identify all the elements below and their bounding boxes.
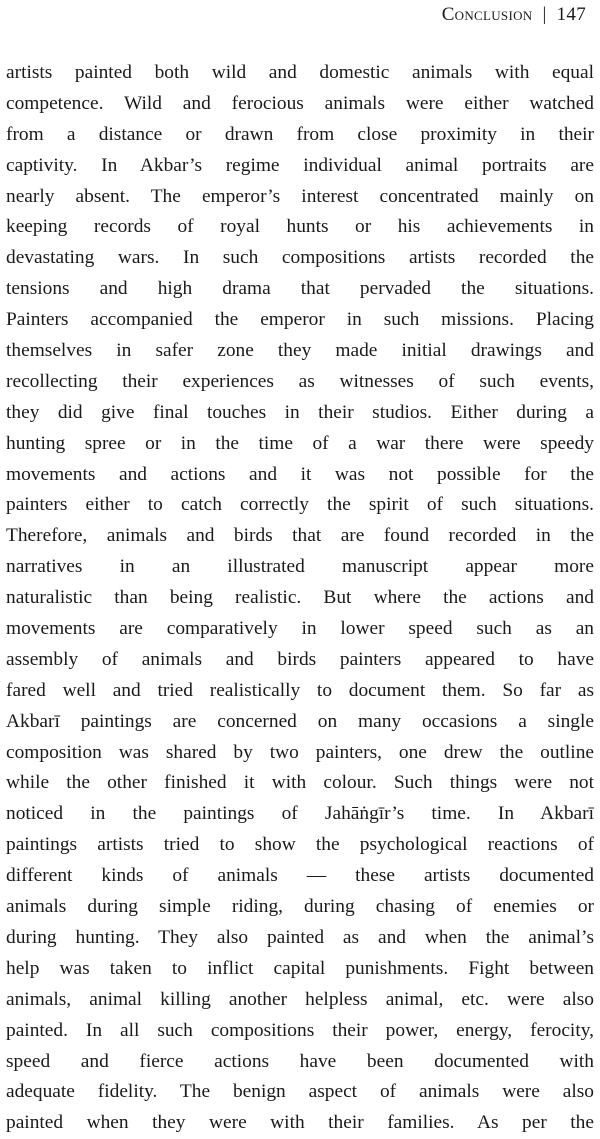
text-line: while the other finished it with colour. Such things were not xyxy=(6,772,594,794)
text-line: animals, animal killing another helpless animal, etc. were also xyxy=(6,988,594,1010)
text-line: devastating wars. In such compositions artists recorded the xyxy=(6,247,594,269)
text-line: different kinds of animals — these artists documented xyxy=(6,865,594,887)
text-line: noticed in the paintings of Jahāṅgīr’s time. In Akbarī xyxy=(6,803,594,825)
text-line: painted. In all such compositions their power, energy, ferocity, xyxy=(6,1019,594,1041)
text-line: nearly absent. The emperor’s interest concentrated mainly on xyxy=(6,185,594,207)
chapter-title: Conclusion xyxy=(441,4,533,25)
text-line: captivity. In Akbar’s regime individual animal portraits are xyxy=(6,154,594,176)
text-line: hunting spree or in the time of a war there were speedy xyxy=(6,432,594,454)
text-line: help was taken to inflict capital punishments. Fight between xyxy=(6,957,594,979)
text-line: artists painted both wild and domestic animals with equal xyxy=(6,62,594,83)
text-line: competence. Wild and ferocious animals were either watched xyxy=(6,92,594,114)
text-line: they did give final touches in their studios. Either during a xyxy=(6,401,594,423)
body-paragraph xyxy=(6,58,594,1139)
text-line: animals during simple riding, during chasing of enemies or xyxy=(6,896,594,918)
text-line: paintings artists tried to show the psychological reactions of xyxy=(6,834,594,856)
text-line: Painters accompanied the emperor in such missions. Placing xyxy=(6,309,594,331)
text-line: painted when they were with their families. As per the xyxy=(6,1112,594,1134)
text-line: speed and fierce actions have been documented with xyxy=(6,1050,594,1072)
text-line: recollecting their experiences as witnesses of such events, xyxy=(6,370,594,392)
text-line: from a distance or drawn from close proximity in their xyxy=(6,123,594,145)
text-line: Therefore, animals and birds that are found recorded in the xyxy=(6,525,594,547)
text-line: during hunting. They also painted as and when the animal’s xyxy=(6,926,594,948)
text-line: adequate fidelity. The benign aspect of animals were also xyxy=(6,1081,594,1103)
text-line: assembly of animals and birds painters appeared to have xyxy=(6,648,594,670)
text-line: narratives in an illustrated manuscript appear more xyxy=(6,556,594,578)
text-line: movements are comparatively in lower speed such as an xyxy=(6,618,594,640)
text-line: themselves in safer zone they made initial drawings and xyxy=(6,340,594,362)
text-line: fared well and tried realistically to document them. So far as xyxy=(6,679,594,701)
text-line: naturalistic than being realistic. But where the actions and xyxy=(6,587,594,609)
text-line: movements and actions and it was not possible for the xyxy=(6,463,594,485)
header-separator: | xyxy=(542,4,547,25)
text-line: composition was shared by two painters, one drew the outline xyxy=(6,741,594,763)
text-line: keeping records of royal hunts or his achievements in xyxy=(6,216,594,238)
text-line: Akbarī paintings are concerned on many occasions a single xyxy=(6,710,594,732)
text-line: tensions and high drama that pervaded the situations. xyxy=(6,278,594,300)
text-line: painters either to catch correctly the spirit of such situations. xyxy=(6,494,594,516)
running-header xyxy=(442,4,586,26)
page-number: 147 xyxy=(556,4,586,25)
